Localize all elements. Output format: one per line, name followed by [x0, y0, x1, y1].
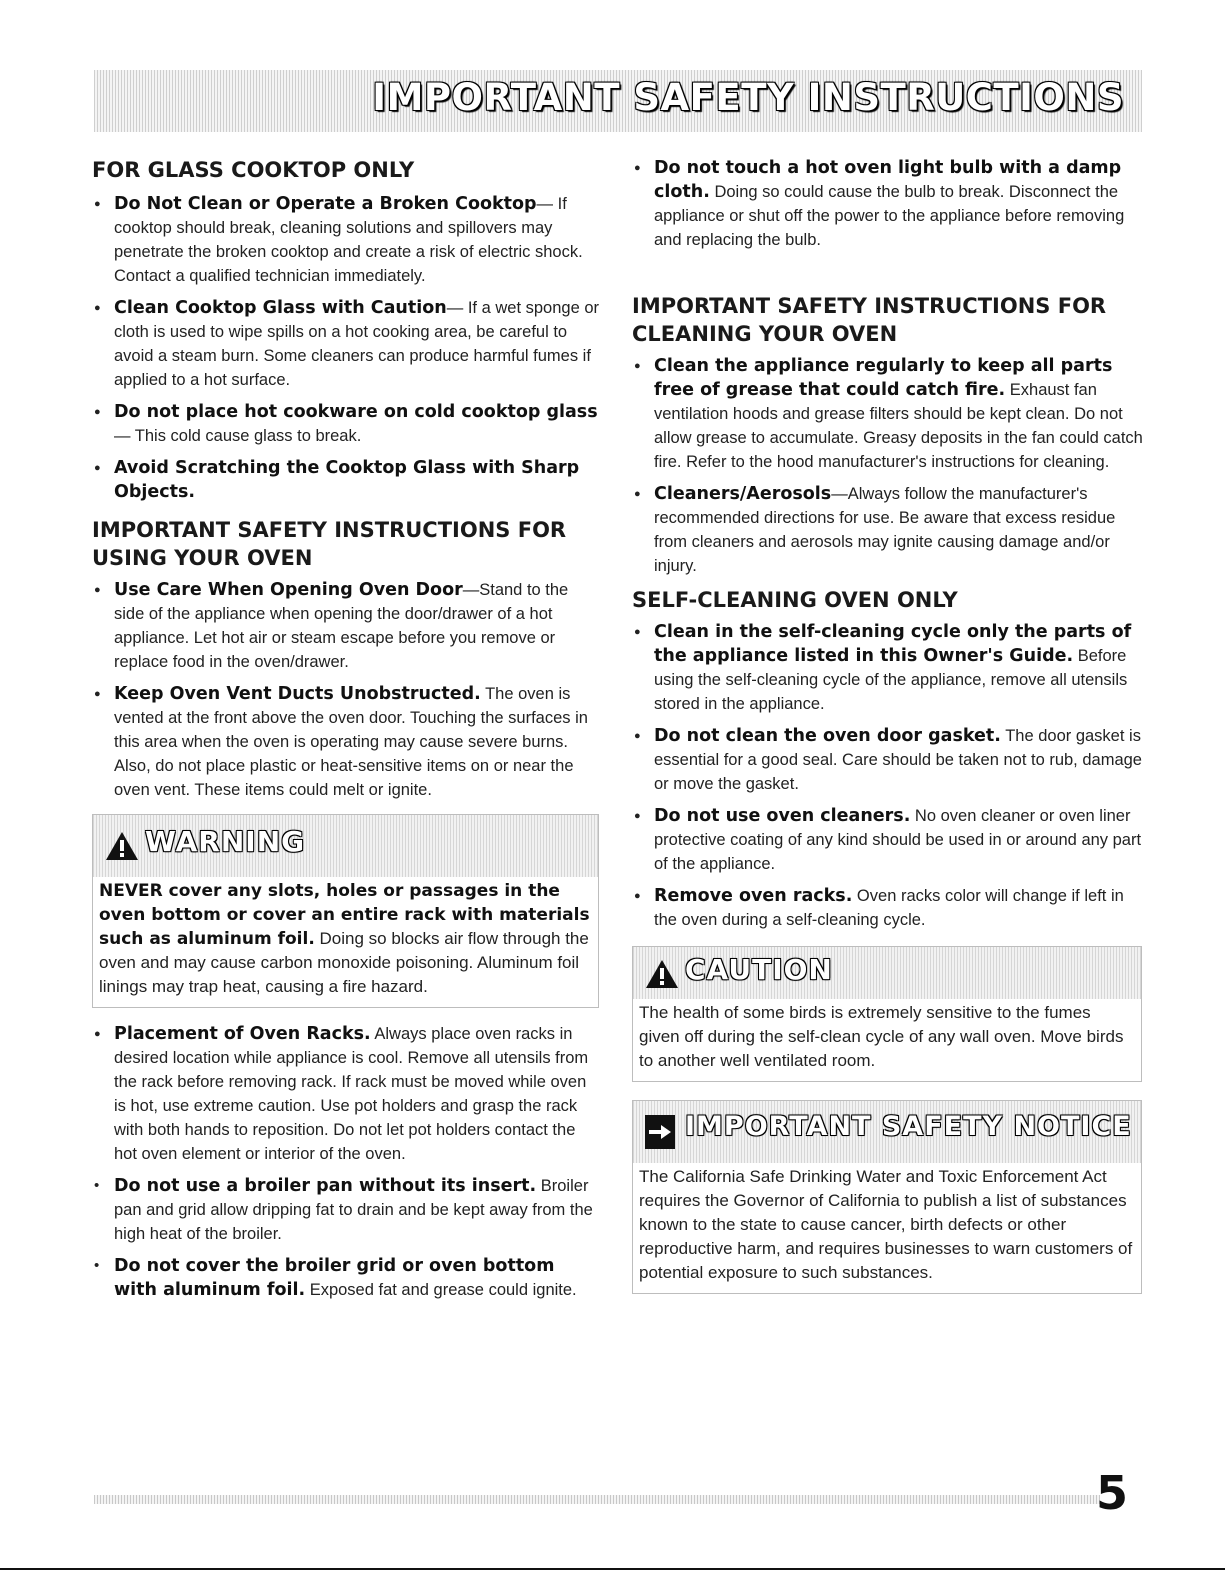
bullet-lead: Do not cover the broiler grid or oven bottom with aluminum foil. — [114, 1256, 555, 1300]
list-item — [92, 1174, 602, 1246]
list-item — [92, 682, 602, 802]
bullet-lead: Keep Oven Vent Ducts Unobstructed. — [114, 684, 481, 704]
list-item — [632, 724, 1144, 796]
bottom-border — [0, 1568, 1225, 1570]
list-item — [92, 1254, 602, 1302]
caution-box — [632, 946, 1142, 1082]
bullet-text: — This cold cause glass to break. — [114, 427, 362, 445]
bullet-text: — If a wet sponge or cloth is used to wipe spills on a hot cooking area, be careful to avoid a steam burn. Some cleaners can produce harmful fumes if applied to a hot surface. — [114, 299, 599, 389]
bullet-text: Exposed fat and grease could ignite. — [305, 1281, 577, 1299]
warning-box — [92, 814, 599, 1008]
bullet-lead: Do not place hot cookware on cold cooktop glass — [114, 402, 598, 422]
list-item — [92, 296, 602, 392]
bullet-text: —Stand to the side of the appliance when opening the door/drawer of a hot appliance. Let hot air or steam escape before you remove or replace food in the oven/drawer. — [114, 581, 569, 671]
list-item — [632, 482, 1144, 578]
list-item — [632, 804, 1144, 876]
warning-header — [93, 815, 598, 877]
bullet-lead: Remove oven racks. — [654, 886, 853, 906]
bullet-text: Doing so could cause the bulb to break. Disconnect the appliance or shut off the power to the appliance before removing and replacing the bulb. — [654, 183, 1125, 249]
warning-triangle-icon — [105, 831, 139, 861]
glass-cooktop-heading: FOR GLASS COOKTOP ONLY — [92, 158, 415, 182]
notice-header — [633, 1101, 1141, 1163]
bullet-lead: Placement of Oven Racks. — [114, 1024, 371, 1044]
bullet-text: The door gasket is essential for a good seal. Care should be taken not to rub, damage or move the gasket. — [654, 727, 1142, 793]
caution-body: The health of some birds is extremely sensitive to the fumes given off during the self-clean cycle of any wall oven. Move birds to another well ventilated room. — [639, 1003, 1124, 1070]
safety-notice-box — [632, 1100, 1142, 1294]
bullet-lead: Avoid Scratching the Cooktop Glass with Sharp Objects. — [114, 458, 580, 502]
list-item — [92, 456, 602, 504]
warning-text: Doing so blocks air flow through the oven and may cause carbon monoxide poisoning. Aluminum foil linings may trap heat, causing a fire hazard. — [99, 929, 589, 996]
right-column — [632, 156, 1144, 1294]
bullet-text: The oven is vented at the front above the oven door. Touching the surfaces in this area when the oven is operating may cause severe burns. Also, do not place plastic or heat-sensitive items on or near the oven vent. These items could melt or ignite. — [114, 685, 588, 799]
bullet-text: No oven cleaner or oven liner protective coating of any kind should be used in or around any part of the appliance. — [654, 807, 1142, 873]
bullet-lead: Cleaners/Aerosols — [654, 484, 832, 504]
list-item — [92, 578, 602, 674]
list-item — [92, 192, 602, 288]
notice-title: IMPORTANT SAFETY NOTICE — [685, 1111, 1132, 1142]
bullet-text: Exhaust fan ventilation hoods and grease filters should be kept clean. Do not allow grease to accumulate. Greasy deposits in the fan could catch fire. Refer to the hood manufacturer's instructions for cleaning. — [654, 381, 1143, 471]
footer-strip — [94, 1495, 1100, 1504]
list-item — [632, 620, 1144, 716]
bullet-text: Oven racks color will change if left in the oven during a self-cleaning cycle. — [654, 887, 1124, 929]
bullet-text: —Always follow the manufacturer's recommended directions for use. Be aware that excess residue from cleaners and aerosols may ignite causing damage and/or injury. — [654, 485, 1116, 575]
using-oven-heading: IMPORTANT SAFETY INSTRUCTIONS FOR USING YOUR OVEN — [92, 518, 567, 570]
bullet-text: — If cooktop should break, cleaning solutions and spillovers may penetrate the broken cooktop and create a risk of electric shock. Contact a qualified technician immediately. — [114, 195, 583, 285]
bullet-lead: Clean in the self-cleaning cycle only the parts of the appliance listed in this Owner's Guide. — [654, 622, 1132, 666]
list-item — [632, 884, 1144, 932]
header-banner — [94, 70, 1142, 132]
caution-title: CAUTION — [685, 953, 833, 986]
warning-triangle-icon — [645, 959, 679, 989]
list-item — [92, 1022, 602, 1166]
page-title: IMPORTANT SAFETY INSTRUCTIONS — [372, 76, 1124, 119]
bullet-lead: Clean Cooktop Glass with Caution — [114, 298, 447, 318]
cleaning-oven-heading: IMPORTANT SAFETY INSTRUCTIONS FOR CLEANING YOUR OVEN — [632, 294, 1107, 346]
bullet-lead: Clean the appliance regularly to keep all parts free of grease that could catch fire. — [654, 356, 1113, 400]
warning-title: WARNING — [145, 825, 306, 858]
bullet-lead: Do Not Clean or Operate a Broken Cooktop — [114, 194, 537, 214]
page-number: 5 — [1096, 1466, 1129, 1520]
left-column — [92, 156, 602, 1302]
list-item — [632, 354, 1144, 474]
bullet-lead: Do not use a broiler pan without its insert. — [114, 1176, 537, 1196]
bullet-text: Broiler pan and grid allow dripping fat to drain and be kept away from the high heat of the broiler. — [114, 1177, 593, 1243]
caution-header — [633, 947, 1141, 999]
self-cleaning-heading: SELF-CLEANING OVEN ONLY — [632, 588, 958, 612]
list-item — [632, 156, 1144, 252]
bullet-lead: Do not use oven cleaners. — [654, 806, 911, 826]
warning-body — [93, 877, 598, 1007]
notice-arrow-icon — [645, 1115, 675, 1149]
bullet-lead: Use Care When Opening Oven Door — [114, 580, 463, 600]
bullet-text: Always place oven racks in desired location while appliance is cool. Remove all utensils from the rack before removing rack. If rack must be moved while oven is hot, use extreme caution. Use pot holders and grasp the rack with both hands to reposition. Do not let pot holders contact the hot oven element or interior of the oven. — [114, 1025, 589, 1163]
bullet-lead: Do not clean the oven door gasket. — [654, 726, 1001, 746]
list-item — [92, 400, 602, 448]
warning-lead: NEVER cover any slots, holes or passages in the oven bottom or cover an entire rack with materials such as aluminum foil. — [99, 881, 590, 949]
bullet-text: Before using the self-cleaning cycle of the appliance, remove all utensils stored in the appliance. — [654, 647, 1128, 713]
bullet-lead: Do not touch a hot oven light bulb with a damp cloth. — [654, 158, 1122, 202]
notice-body: The California Safe Drinking Water and Toxic Enforcement Act requires the Governor of California to publish a list of substances known to the state to cause cancer, birth defects or other reproductive harm, and requires businesses to warn customers of potential exposure to such substances. — [639, 1167, 1133, 1282]
